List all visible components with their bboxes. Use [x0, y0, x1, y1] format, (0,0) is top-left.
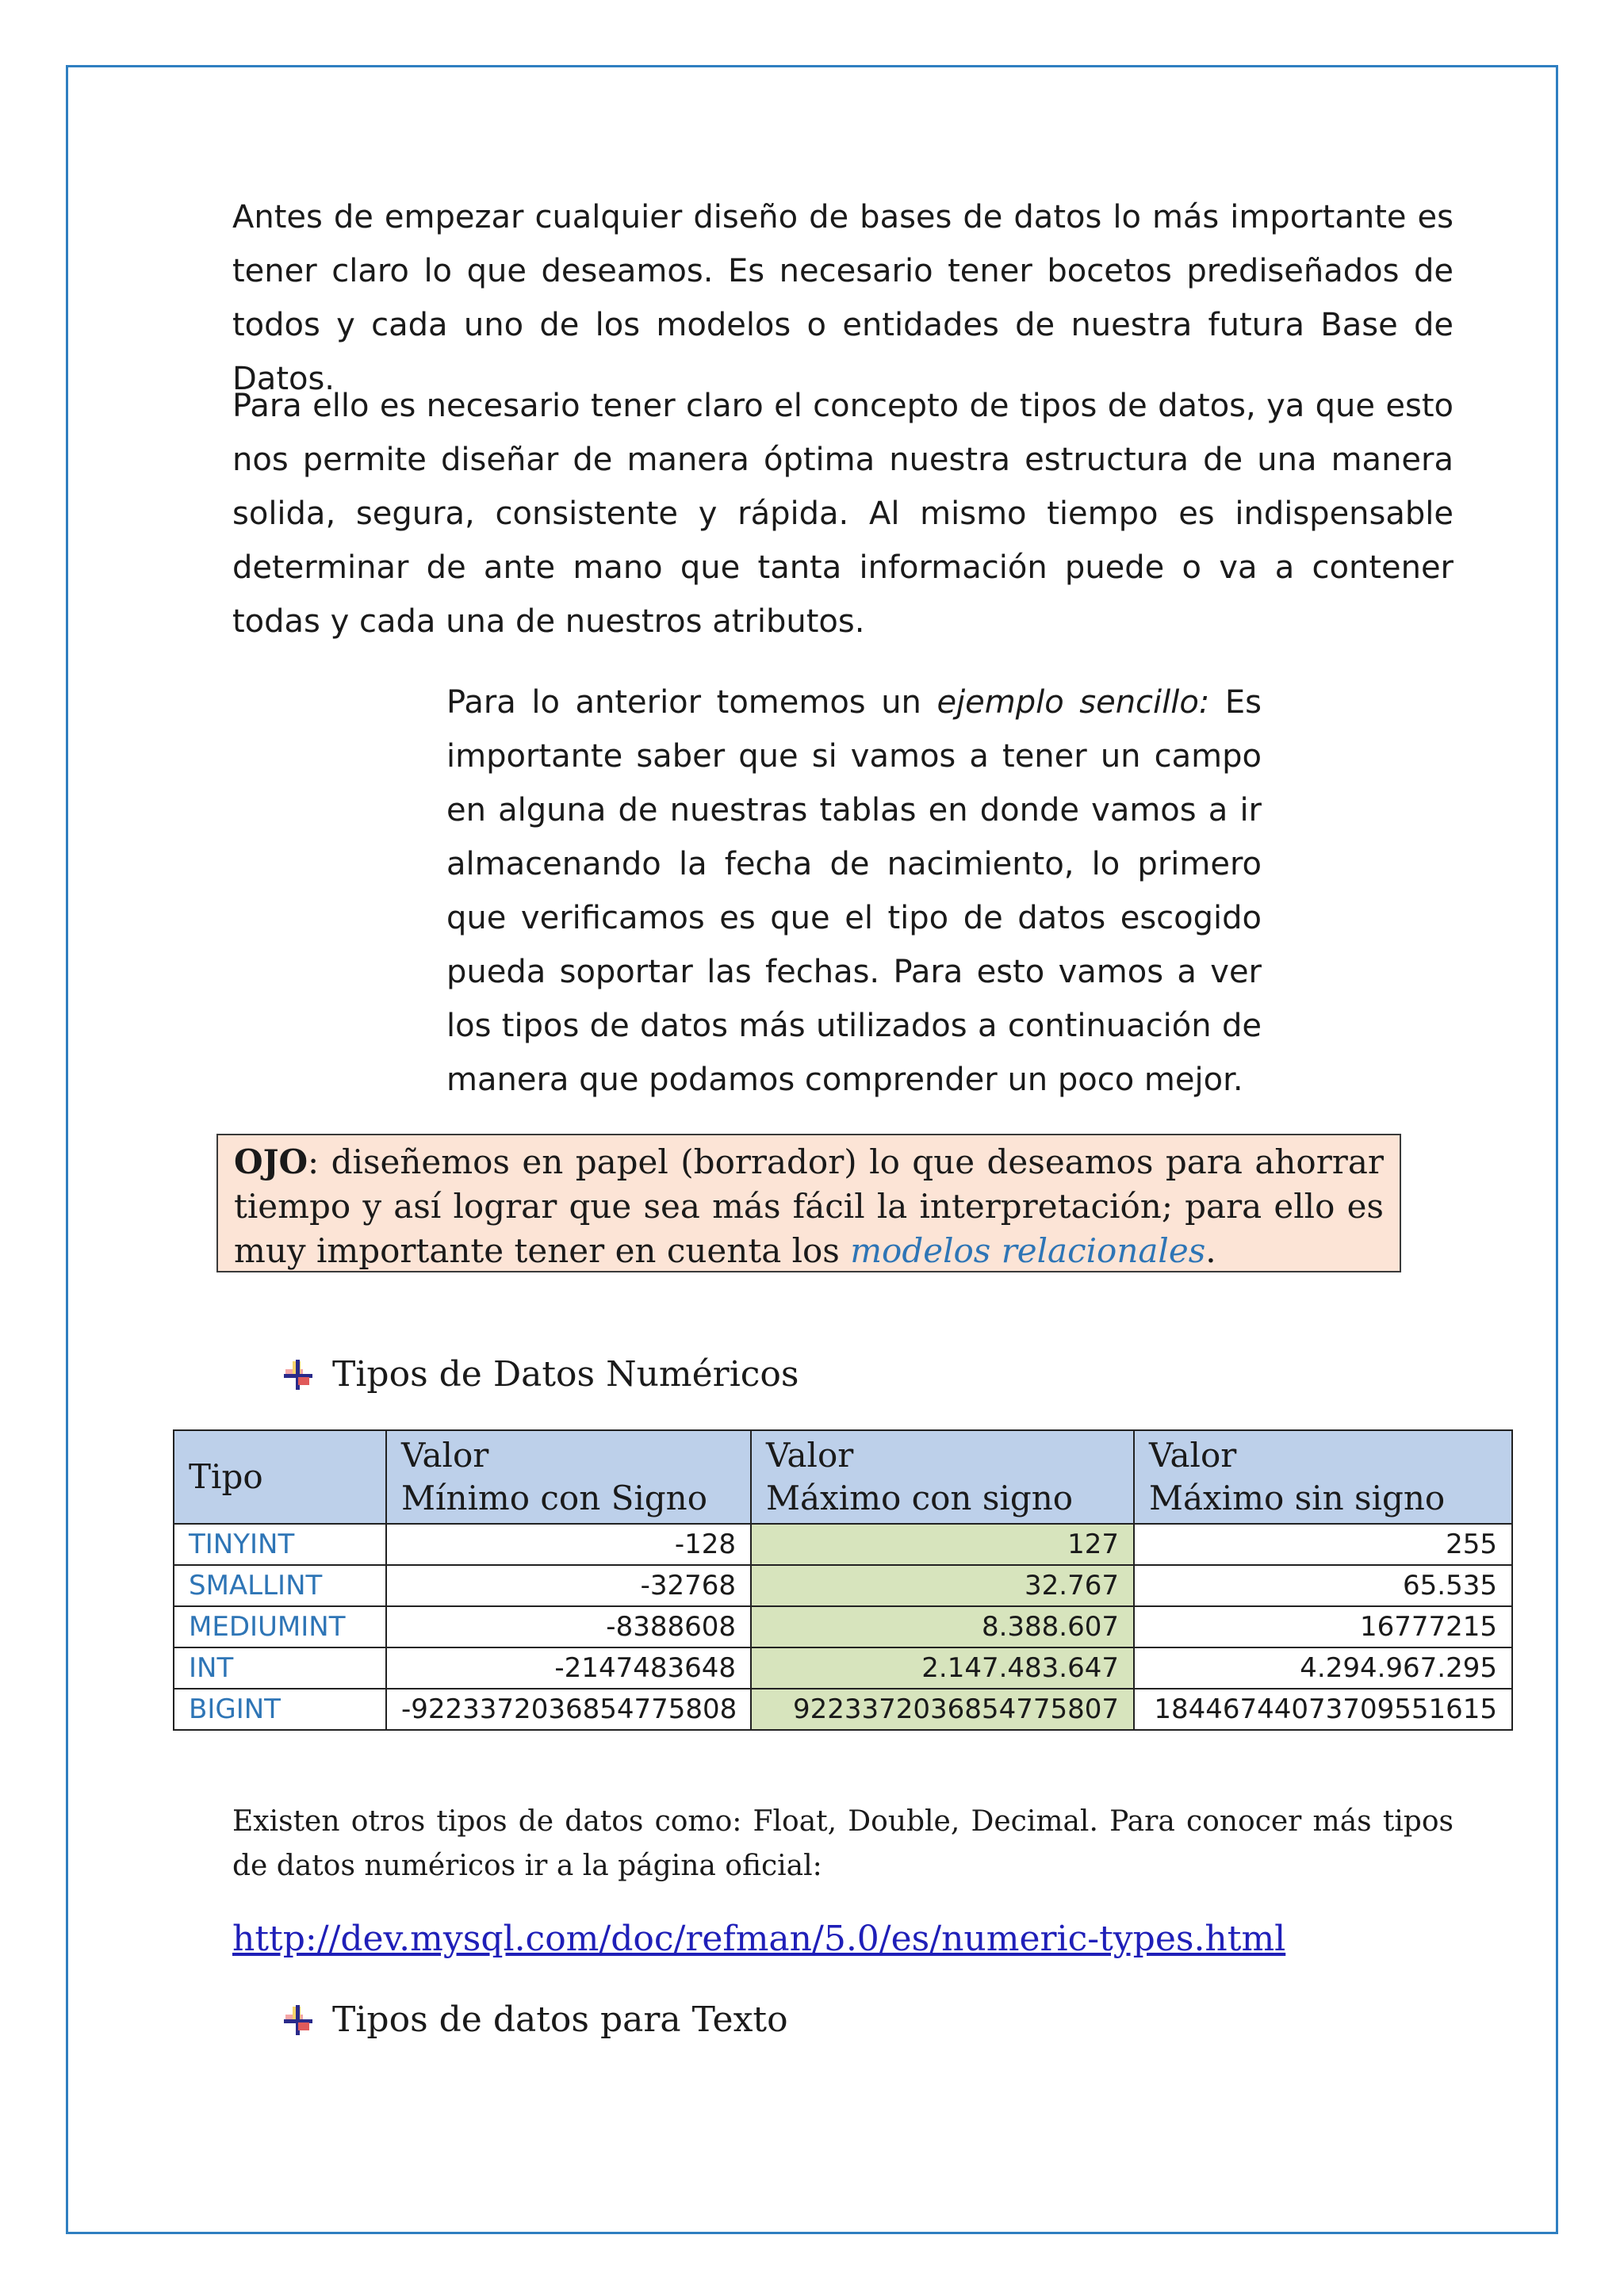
note-text: : diseñemos en papel (borrador) lo que deseamos para ahorrar tiempo y así lograr que sea más fácil la interpretación; para ello es muy importante tener en cuenta los [234, 1142, 1384, 1270]
min-signed-cell: -128 [386, 1524, 751, 1565]
more-info-text: Existen otros tipos de datos como: Float, Double, Decimal. Para conocer más tipos de datos numéricos ir a la página oficial: [232, 1805, 1454, 1882]
example-emphasis: ejemplo sencillo: [936, 684, 1210, 721]
type-cell: INT [174, 1647, 386, 1689]
note-end: . [1205, 1231, 1216, 1270]
header-max-signed: Valor Máximo con signo [751, 1430, 1134, 1524]
numeric-types-table [173, 1429, 1513, 1731]
max-unsigned-cell: 16777215 [1134, 1606, 1512, 1647]
max-signed-cell: 9223372036854775807 [751, 1689, 1134, 1730]
table-row [174, 1524, 1512, 1565]
header-tipo: Tipo [174, 1430, 386, 1524]
max-signed-cell: 127 [751, 1524, 1134, 1565]
example-text-end: Es importante saber que si vamos a tener un campo en alguna de nuestras tablas en donde vamos a ir almacenando la fecha de nacimiento, lo primero que verificamos es que el tipo de datos escogido pueda soportar las fechas. Para esto vamos a ver los tipos de datos más utilizados a continuación de manera que podamos comprender un poco mejor. [446, 684, 1262, 1098]
example-paragraph [446, 675, 1262, 1107]
table-row [174, 1606, 1512, 1647]
text-types-heading-text: Tipos de datos para Texto [332, 1999, 788, 2040]
min-signed-cell: -32768 [386, 1565, 751, 1606]
max-signed-cell: 2.147.483.647 [751, 1647, 1134, 1689]
max-unsigned-cell: 255 [1134, 1524, 1512, 1565]
type-cell: SMALLINT [174, 1565, 386, 1606]
max-unsigned-cell: 65.535 [1134, 1565, 1512, 1606]
bullet-cross-icon [282, 1358, 315, 1391]
bullet-cross-icon [282, 2003, 315, 2037]
intro-paragraph-2: Para ello es necesario tener claro el concepto de tipos de datos, ya que esto nos permite diseñar de manera óptima nuestra estructura de una manera solida, segura, consistente y rápida. Al mismo tiempo es indispensable determinar de ante mano que tanta información puede o va a contener todas y cada una de nuestros atributos. [232, 388, 1454, 640]
relational-models-link[interactable]: modelos relacionales [850, 1231, 1206, 1270]
min-signed-cell: -2147483648 [386, 1647, 751, 1689]
min-signed-cell: -8388608 [386, 1606, 751, 1647]
table-row [174, 1565, 1512, 1606]
type-cell: MEDIUMINT [174, 1606, 386, 1647]
header-min-signed: Valor Mínimo con Signo [386, 1430, 751, 1524]
min-signed-cell: -9223372036854775808 [386, 1689, 751, 1730]
mysql-docs-link[interactable]: http://dev.mysql.com/doc/refman/5.0/es/numeric-types.html [232, 1919, 1286, 1959]
table-row [174, 1689, 1512, 1730]
max-signed-cell: 32.767 [751, 1565, 1134, 1606]
numeric-types-heading-text: Tipos de Datos Numéricos [332, 1354, 799, 1395]
max-unsigned-cell: 18446744073709551615 [1134, 1689, 1512, 1730]
example-text-start: Para lo anterior tomemos un [446, 684, 937, 721]
numeric-types-heading [282, 1353, 799, 1397]
note-label: OJO [234, 1142, 308, 1181]
note-box [216, 1134, 1401, 1272]
intro-paragraph-1: Antes de empezar cualquier diseño de bases de datos lo más importante es tener claro lo que deseamos. Es necesario tener bocetos prediseñados de todos y cada uno de los modelos o entidades de nuestra futura Base de Datos. [232, 199, 1454, 397]
max-signed-cell: 8.388.607 [751, 1606, 1134, 1647]
text-types-heading [282, 1998, 788, 2042]
type-cell: BIGINT [174, 1689, 386, 1730]
header-max-unsigned: Valor Máximo sin signo [1134, 1430, 1512, 1524]
max-unsigned-cell: 4.294.967.295 [1134, 1647, 1512, 1689]
type-cell: TINYINT [174, 1524, 386, 1565]
table-header-row [174, 1430, 1512, 1524]
table-row [174, 1647, 1512, 1689]
